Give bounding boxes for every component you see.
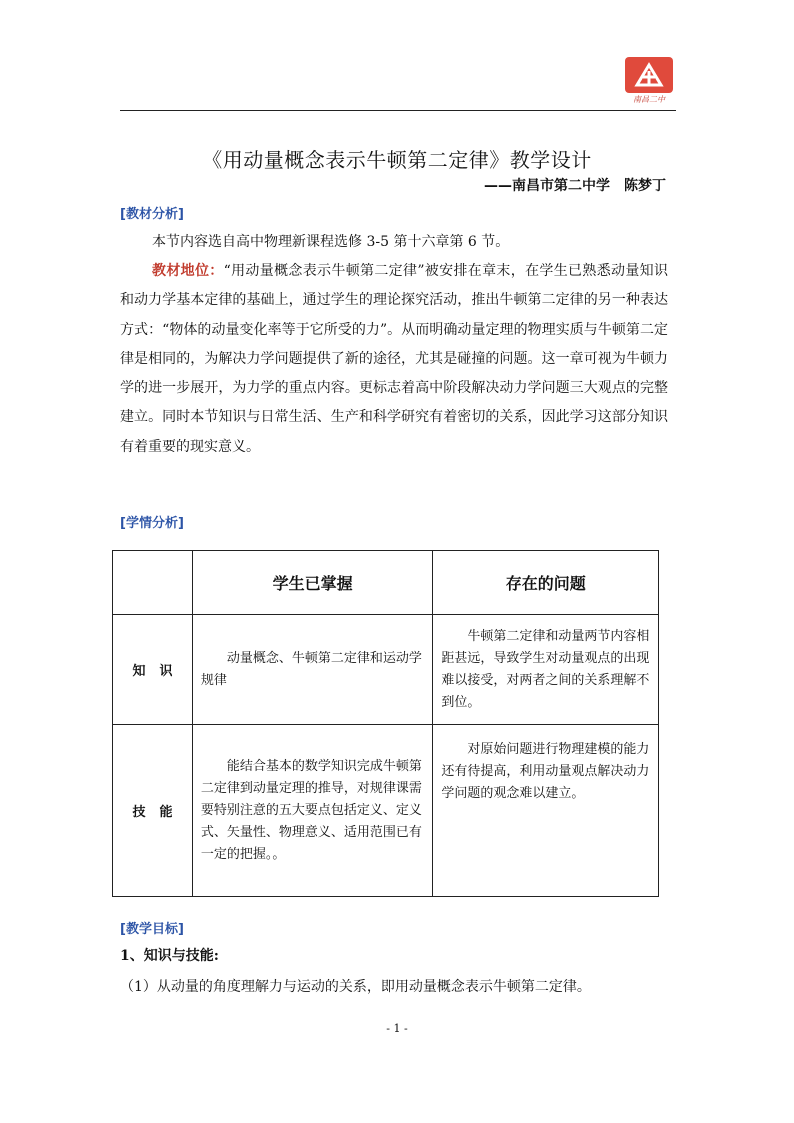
material-position-body: “用动量概念表示牛顿第二定律”被安排在章末，在学生已熟悉动量知识和动力学基本定律的基础上，通过学生的理论探究活动，推出牛顿第二定律的另一种表达方式：“物体的动量变化率等于它所受的力”。从而明确动量定理的物理实质与牛顿第二定律是相同的，为解决力学问题提供了新的途径，尤其是碰撞的问题。这一章可视为牛顿力学的进一步展开，为力学的重点内容。更标志着高中阶段解决动力学问题三大观点的完整建立。同时本节知识与日常生活、生产和科学研究有着密切的关系，因此学习这部分知识有着重要的现实意义。 xyxy=(120,263,668,455)
section-heading-material: [教材分析] xyxy=(120,207,184,222)
skills-mastered-cell: 能结合基本的数学知识完成牛顿第二定律到动量定理的推导，对规律课需要特别注意的五大要点包括定义、定义式、矢量性、物理意义、适用范围已有一定的把握。。 xyxy=(192,725,433,897)
goals-subheading: 1、知识与技能: xyxy=(120,948,219,964)
page-number: - 1 - xyxy=(386,1022,408,1035)
table-corner-cell xyxy=(113,551,193,615)
material-intro: 本节内容选自高中物理新课程选修 3-5 第十六章第 6 节。 xyxy=(152,234,510,250)
skills-problems-cell: 对原始问题进行物理建模的能力还有待提高，利用动量观点解决动力学问题的观念难以建立。 xyxy=(433,725,659,897)
table-row xyxy=(113,615,659,725)
header-rule xyxy=(120,110,676,111)
table-row xyxy=(113,725,659,897)
material-position-label: 教材地位： xyxy=(152,263,224,279)
student-analysis-table xyxy=(112,550,659,897)
page-title: 《用动量概念表示牛顿第二定律》教学设计 xyxy=(202,148,592,172)
knowledge-mastered-cell: 动量概念、牛顿第二定律和运动学规律 xyxy=(192,615,433,725)
table-header-problems: 存在的问题 xyxy=(433,551,659,615)
table-header-row xyxy=(113,551,659,615)
goal-item-1: （1）从动量的角度理解力与运动的关系，即用动量概念表示牛顿第二定律。 xyxy=(120,979,591,995)
section-heading-goals: [教学目标] xyxy=(120,922,184,937)
logo-mark-icon xyxy=(625,57,673,93)
table-header-mastered: 学生已掌握 xyxy=(192,551,433,615)
logo-caption: 南昌二中 xyxy=(633,95,665,104)
section-heading-students: [学情分析] xyxy=(120,516,184,531)
author-line: ——南昌市第二中学 陈梦丁 xyxy=(484,178,666,194)
row-label-knowledge: 知识 xyxy=(113,615,193,725)
knowledge-problems-cell: 牛顿第二定律和动量两节内容相距甚远，导致学生对动量观点的出现难以接受，对两者之间的关系理解不到位。 xyxy=(433,615,659,725)
school-logo xyxy=(622,57,676,107)
material-position-paragraph xyxy=(120,257,668,462)
row-label-skills: 技能 xyxy=(113,725,193,897)
